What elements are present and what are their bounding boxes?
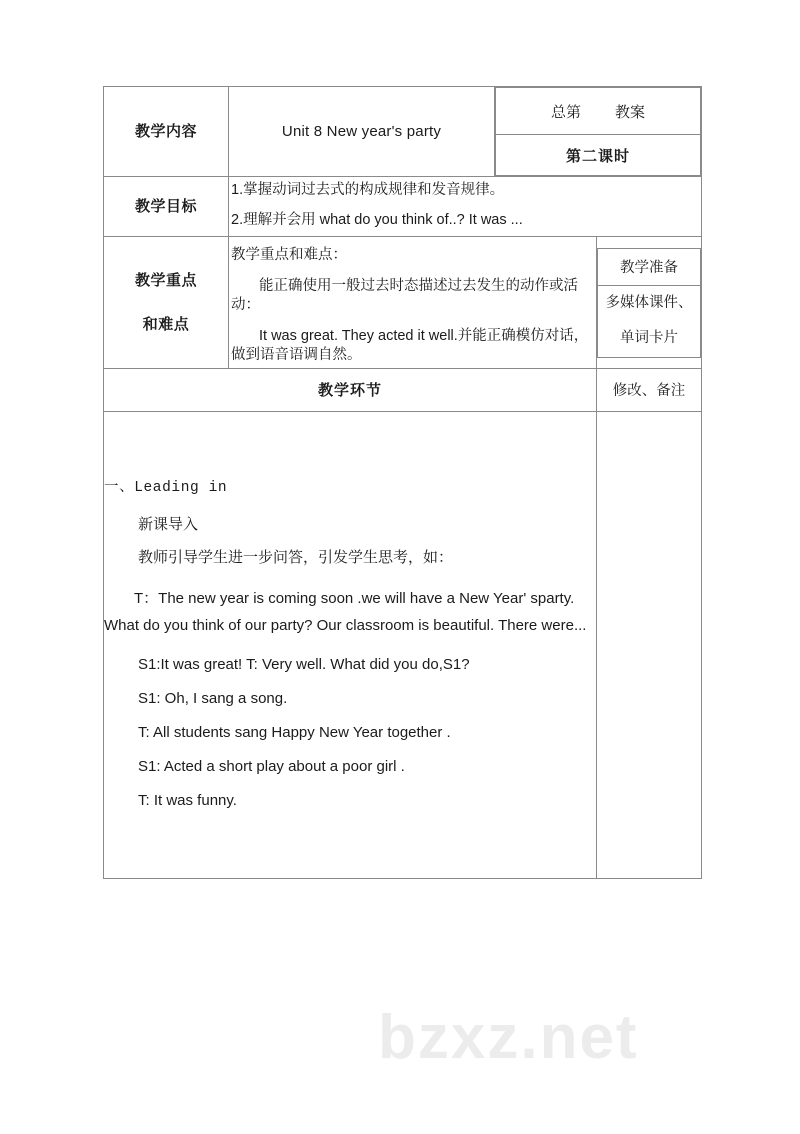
preparation-item: 多媒体课件、 — [605, 294, 693, 311]
label-notes-revisions: 修改、备注 — [597, 368, 702, 411]
preparation-body-row — [598, 285, 701, 357]
content-meta-subtable — [495, 87, 701, 176]
label-key-points-line2: 和难点 — [142, 315, 190, 333]
content-meta-cell — [495, 87, 702, 177]
keypoints-line: It was great. They acted it well.并能正确模仿对话，做到语音语调自然。 — [231, 327, 589, 364]
dialogue-line: T: All students sang Happy New Year together . — [138, 723, 451, 741]
meta-period-label: 第二课时 — [496, 135, 701, 176]
meta-row-period — [496, 135, 701, 176]
dialogue-line: S1: Oh, I sang a song. — [138, 689, 288, 707]
meta-row-total — [496, 88, 701, 135]
meta-total-wrapper — [496, 88, 701, 135]
preparation-subtable — [597, 248, 701, 358]
label-key-difficult-points — [104, 237, 229, 369]
preparation-item: 单词卡片 — [620, 330, 678, 347]
table-row-keypoints — [104, 237, 702, 369]
dialogue-line: T: It was funny. — [138, 791, 237, 809]
dialogue-line: S1:It was great! T: Very well. What did you do,S1? — [138, 655, 470, 673]
procedure-subheading: 新课导入 — [138, 515, 199, 533]
table-row-content — [104, 87, 702, 177]
goal-item: 1.掌握动词过去式的构成规律和发音规律。 — [231, 182, 505, 198]
label-key-points-line1: 教学重点 — [134, 272, 197, 290]
label-teaching-preparation: 教学准备 — [598, 248, 701, 285]
preparation-items-cell — [598, 285, 701, 357]
goals-content-cell — [229, 177, 702, 237]
meta-total-label: 总第 — [550, 103, 581, 121]
table-row-goals — [104, 177, 702, 237]
preparation-cell — [597, 237, 702, 369]
notes-column-cell — [597, 411, 702, 878]
goal-item: 2.理解并会用 what do you think of..? It was ... — [231, 211, 523, 228]
lesson-plan-table — [103, 86, 702, 879]
keypoints-heading: 教学重点和难点： — [231, 247, 347, 264]
site-watermark: bzxz.net — [378, 1003, 639, 1072]
table-row-procedure-body — [104, 411, 702, 878]
table-row-section-header — [104, 368, 702, 411]
label-teaching-content: 教学内容 — [104, 87, 229, 177]
keypoints-content-cell — [229, 237, 597, 369]
meta-plan-label: 教案 — [615, 103, 646, 121]
procedure-content-cell — [104, 411, 597, 878]
preparation-header-row — [598, 248, 701, 285]
section-title-teaching-procedure: 教学环节 — [104, 368, 597, 411]
label-teaching-goals: 教学目标 — [104, 177, 229, 237]
procedure-paragraph: T：The new year is coming soon .we will have a New Year' sparty. What do you think of our party? Our classroom is beautiful. There were... — [104, 590, 587, 634]
procedure-heading: 一、Leading in — [104, 480, 228, 497]
dialogue-line: S1: Acted a short play about a poor girl . — [138, 757, 405, 775]
value-unit-title: Unit 8 New year's party — [229, 87, 495, 177]
keypoints-line: 能正确使用一般过去时态描述过去发生的动作或活动： — [231, 277, 578, 314]
procedure-intro: 教师引导学生进一步问答，引发学生思考，如： — [138, 549, 454, 567]
